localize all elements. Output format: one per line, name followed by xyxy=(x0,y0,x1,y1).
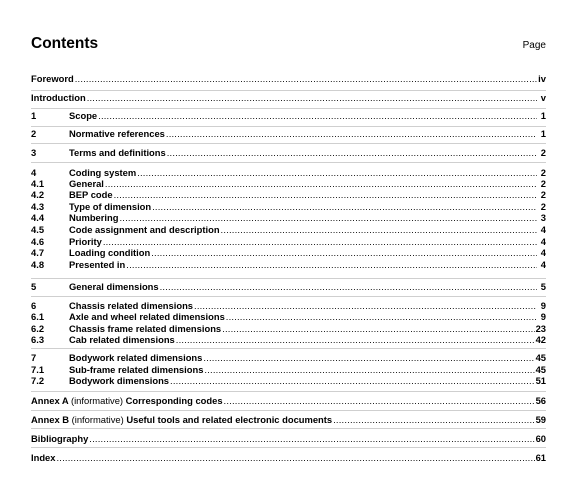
toc-entry-number: 7.1 xyxy=(31,364,45,375)
toc-entry-foreword[interactable] xyxy=(31,73,546,84)
toc-entry-page: 45 xyxy=(535,364,546,375)
toc-entry-4-4[interactable] xyxy=(31,212,546,223)
divider xyxy=(31,162,546,163)
dot-leader xyxy=(98,110,537,121)
toc-entry-title: Coding system xyxy=(69,167,137,178)
dot-leader xyxy=(204,364,534,375)
toc-entry-number: 4.6 xyxy=(31,236,45,247)
dot-leader xyxy=(167,147,537,158)
toc-entry-title xyxy=(31,395,223,406)
toc-entry-page: 5 xyxy=(540,281,546,292)
toc-entry-title: Axle and wheel related dimensions xyxy=(69,311,225,322)
divider xyxy=(31,90,546,91)
toc-entry-6-2[interactable] xyxy=(31,323,546,334)
toc-entry-number: 7.2 xyxy=(31,375,45,386)
toc-entry-6-1[interactable] xyxy=(31,311,546,322)
dot-leader xyxy=(119,212,537,223)
dot-leader xyxy=(226,311,537,322)
dot-leader xyxy=(75,73,537,84)
toc-entry-number: 2 xyxy=(31,128,37,139)
toc-entry-number: 4.8 xyxy=(31,259,45,270)
toc-entry-title: Terms and definitions xyxy=(69,147,166,158)
toc-entry-number: 6.2 xyxy=(31,323,45,334)
dot-leader xyxy=(114,189,537,200)
divider xyxy=(31,143,546,144)
toc-entry-6[interactable] xyxy=(31,300,546,311)
toc-entry-title: Normative references xyxy=(69,128,165,139)
dot-leader xyxy=(170,375,535,386)
toc-entry-number: 6 xyxy=(31,300,37,311)
toc-entry-page: 1 xyxy=(540,128,546,139)
toc-entry-number: 6.3 xyxy=(31,334,45,345)
toc-entry-title: Priority xyxy=(69,236,102,247)
toc-entry-number: 4.5 xyxy=(31,224,45,235)
toc-entry-number: 3 xyxy=(31,147,37,158)
toc-entry-index[interactable] xyxy=(31,452,546,463)
toc-entry-bibliography[interactable] xyxy=(31,433,546,444)
toc-entry-number: 4.2 xyxy=(31,189,45,200)
annex-title: Corresponding codes xyxy=(125,395,223,406)
toc-entry-page: 2 xyxy=(540,147,546,158)
toc-entry-page: 2 xyxy=(540,189,546,200)
divider xyxy=(31,126,546,127)
divider xyxy=(31,447,546,448)
toc-entry-title: Scope xyxy=(69,110,98,121)
toc-entry-annex-b[interactable] xyxy=(31,414,546,425)
toc-entry-number: 4 xyxy=(31,167,37,178)
toc-entry-page: 2 xyxy=(540,178,546,189)
divider xyxy=(31,428,546,429)
toc-entry-4-2[interactable] xyxy=(31,189,546,200)
toc-entry-2[interactable] xyxy=(31,128,546,139)
dot-leader xyxy=(194,300,537,311)
toc-entry-4[interactable] xyxy=(31,167,546,178)
annex-label: Annex A xyxy=(31,395,69,406)
toc-entry-title: Type of dimension xyxy=(69,201,152,212)
toc-entry-page: 60 xyxy=(535,433,546,444)
dot-leader xyxy=(160,281,537,292)
annex-type: (informative) xyxy=(70,395,124,406)
toc-entry-page: 42 xyxy=(535,334,546,345)
dot-leader xyxy=(152,201,537,212)
toc-entry-page: 9 xyxy=(540,300,546,311)
toc-entry-title: Sub-frame related dimensions xyxy=(69,364,204,375)
dot-leader xyxy=(166,128,537,139)
toc-entry-number: 1 xyxy=(31,110,37,121)
toc-entry-introduction[interactable] xyxy=(31,92,546,103)
toc-entry-page: 4 xyxy=(540,247,546,258)
toc-entry-1[interactable] xyxy=(31,110,546,121)
toc-entry-title: Numbering xyxy=(69,212,119,223)
toc-entry-5[interactable] xyxy=(31,281,546,292)
toc-entry-title: Bibliography xyxy=(31,433,89,444)
toc-entry-7-2[interactable] xyxy=(31,375,546,386)
toc-entry-number: 4.1 xyxy=(31,178,45,189)
dot-leader xyxy=(57,452,535,463)
toc-entry-title xyxy=(31,414,332,425)
toc-entry-4-8[interactable] xyxy=(31,259,546,270)
divider xyxy=(31,410,546,411)
toc-entry-title: Cab related dimensions xyxy=(69,334,175,345)
toc-entry-4-3[interactable] xyxy=(31,201,546,212)
toc-entry-page: 4 xyxy=(540,224,546,235)
toc-entry-page: 45 xyxy=(535,352,546,363)
toc-entry-page: 3 xyxy=(540,212,546,223)
toc-entry-number: 4.4 xyxy=(31,212,45,223)
toc-entry-page: 23 xyxy=(535,323,546,334)
toc-entry-page: 2 xyxy=(540,201,546,212)
toc-entry-7-1[interactable] xyxy=(31,364,546,375)
toc-entry-title: Index xyxy=(31,452,56,463)
divider xyxy=(31,391,546,392)
toc-entry-title: BEP code xyxy=(69,189,113,200)
dot-leader xyxy=(126,259,537,270)
dot-leader xyxy=(222,323,534,334)
toc-entry-title: Chassis frame related dimensions xyxy=(69,323,222,334)
annex-type: (informative) xyxy=(71,414,124,425)
toc-entry-page: iv xyxy=(538,73,546,84)
toc-entry-title: Foreword xyxy=(31,73,74,84)
dot-leader xyxy=(89,433,534,444)
dot-leader xyxy=(203,352,534,363)
toc-entry-6-3[interactable] xyxy=(31,334,546,345)
dot-leader xyxy=(151,247,537,258)
toc-entry-number: 4.7 xyxy=(31,247,45,258)
toc-entry-page: 51 xyxy=(535,375,546,386)
toc-entry-number: 7 xyxy=(31,352,37,363)
toc-entry-4-1[interactable] xyxy=(31,178,546,189)
toc-entry-page: 4 xyxy=(540,259,546,270)
toc-entry-4-5[interactable] xyxy=(31,224,546,235)
divider xyxy=(31,348,546,349)
toc-entry-page: 9 xyxy=(540,311,546,322)
dot-leader xyxy=(333,414,534,425)
toc-entry-title: Presented in xyxy=(69,259,126,270)
toc-entry-3[interactable] xyxy=(31,147,546,158)
divider xyxy=(31,278,546,279)
dot-leader xyxy=(137,167,537,178)
page-column-label: Page xyxy=(522,40,546,51)
toc-entry-title: Code assignment and description xyxy=(69,224,220,235)
toc-entry-4-6[interactable] xyxy=(31,236,546,247)
toc-entry-number: 4.3 xyxy=(31,201,45,212)
toc-entry-title: Loading condition xyxy=(69,247,151,258)
dot-leader xyxy=(103,236,537,247)
dot-leader xyxy=(105,178,537,189)
divider xyxy=(31,108,546,109)
toc-entry-number: 5 xyxy=(31,281,37,292)
toc-entry-page: v xyxy=(540,92,546,103)
divider xyxy=(31,296,546,297)
toc-entry-4-7[interactable] xyxy=(31,247,546,258)
dot-leader xyxy=(176,334,535,345)
toc-entry-page: 59 xyxy=(535,414,546,425)
dot-leader xyxy=(87,92,537,103)
toc-entry-page: 56 xyxy=(535,395,546,406)
toc-entry-title: Introduction xyxy=(31,92,86,103)
toc-entry-page: 4 xyxy=(540,236,546,247)
toc-entry-page: 1 xyxy=(540,110,546,121)
toc-entry-title: Bodywork dimensions xyxy=(69,375,170,386)
dot-leader xyxy=(221,224,537,235)
toc-entry-7[interactable] xyxy=(31,352,546,363)
toc-entry-number: 6.1 xyxy=(31,311,45,322)
toc-entry-page: 2 xyxy=(540,167,546,178)
toc-entry-title: Chassis related dimensions xyxy=(69,300,194,311)
toc-entry-page: 61 xyxy=(535,452,546,463)
toc-entry-title: General xyxy=(69,178,104,189)
annex-label: Annex B xyxy=(31,414,70,425)
toc-entry-title: General dimensions xyxy=(69,281,159,292)
dot-leader xyxy=(224,395,535,406)
page-title: Contents xyxy=(31,35,99,52)
annex-title: Useful tools and related electronic documents xyxy=(126,414,333,425)
toc-entry-title: Bodywork related dimensions xyxy=(69,352,203,363)
toc-entry-annex-a[interactable] xyxy=(31,395,546,406)
